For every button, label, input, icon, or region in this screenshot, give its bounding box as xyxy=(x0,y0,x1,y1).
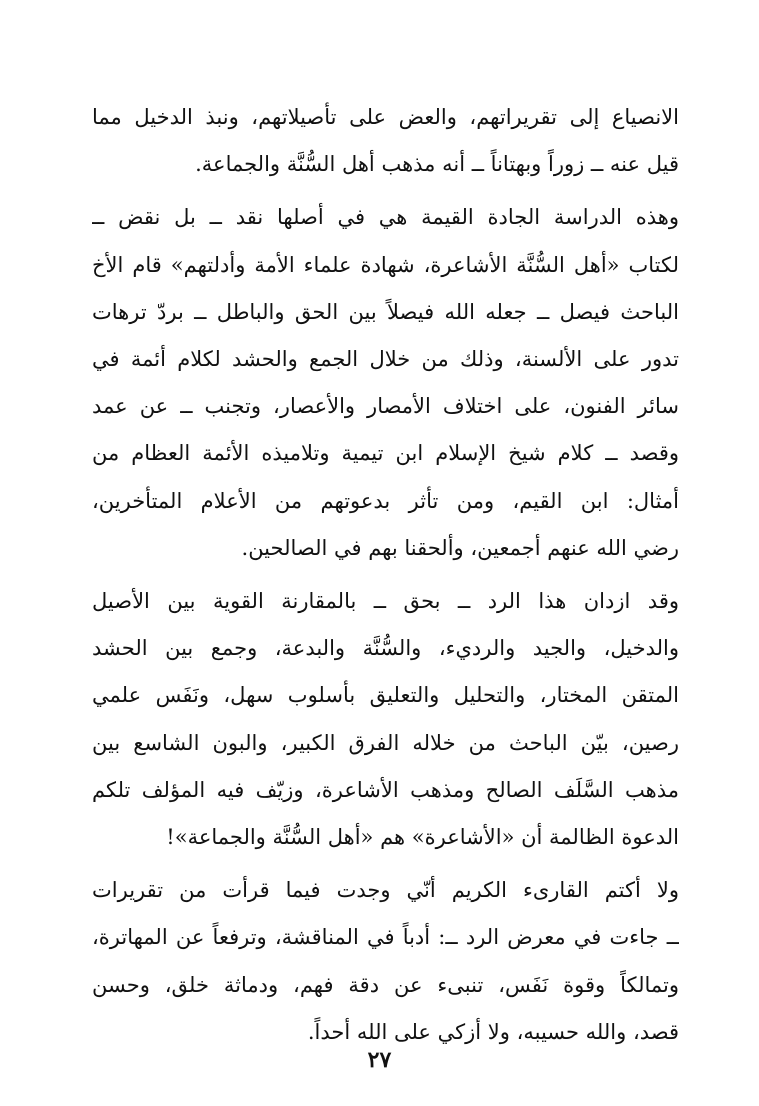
text-line: مذهب السَّلَف الصالح ومذهب الأشاعرة، وزيّف فيه المؤلف تلكم xyxy=(92,778,679,802)
page-number: ٢٧ xyxy=(367,1047,392,1073)
text-line: والدخيل، والجيد والرديء، والسُّنَّة والبدعة، وجمع بين الحشد xyxy=(92,636,679,660)
text-line: وتمالكاً وقوة نَفَس، تنبىء عن دقة فهم، ودماثة خلق، وحسن xyxy=(92,973,679,997)
text-line: وقصد ــ كلام شيخ الإسلام ابن تيمية وتلاميذه الأئمة العظام من xyxy=(92,441,679,465)
text-line: سائر الفنون، على اختلاف الأمصار والأعصار، وتجنب ــ عن عمد xyxy=(92,394,679,418)
text-line: ولا أكتم القارىء الكريم أنّي وجدت فيما قرأت من تقريرات xyxy=(92,878,679,902)
text-line: لكتاب «أهل السُّنَّة الأشاعرة، شهادة علماء الأمة وأدلتهم» قام الأخ xyxy=(92,253,679,277)
text-line: أمثال: ابن القيم، ومن تأثر بدعوتهم من الأعلام المتأخرين، xyxy=(92,489,679,513)
text-line: وقد ازدان هذا الرد ــ بحق ــ بالمقارنة القوية بين الأصيل xyxy=(92,589,679,613)
text-line: الدعوة الظالمة أن «الأشاعرة» هم «أهل السُّنَّة والجماعة»! xyxy=(166,825,679,849)
text-line: وهذه الدراسة الجادة القيمة هي في أصلها نقد ــ بل نقض ــ xyxy=(92,205,679,229)
text-line: الباحث فيصل ــ جعله الله فيصلاً بين الحق والباطل ــ بردّ ترهات xyxy=(92,300,679,324)
text-line: الانصياع إلى تقريراتهم، والعض على تأصيلاتهم، ونبذ الدخيل مما xyxy=(92,105,679,129)
text-line: تدور على الألسنة، وذلك من خلال الجمع والحشد لكلام أئمة في xyxy=(92,347,679,371)
text-line: ــ جاءت في معرض الرد ــ: أدباً في المناقشة، وترفعاً عن المهاترة، xyxy=(92,925,679,949)
text-line: قصد، والله حسيبه، ولا أزكي على الله أحداً. xyxy=(307,1020,679,1044)
text-line: رضي الله عنهم أجمعين، وألحقنا بهم في الصالحين. xyxy=(241,536,679,560)
text-line: قيل عنه ــ زوراً وبهتاناً ــ أنه مذهب أهل السُّنَّة والجماعة. xyxy=(195,152,679,176)
text-line: رصين، بيّن الباحث من خلاله الفرق الكبير، والبون الشاسع بين xyxy=(92,731,679,755)
text-line: المتقن المختار، والتحليل والتعليق بأسلوب سهل، ونَفَس علمي xyxy=(92,683,679,707)
